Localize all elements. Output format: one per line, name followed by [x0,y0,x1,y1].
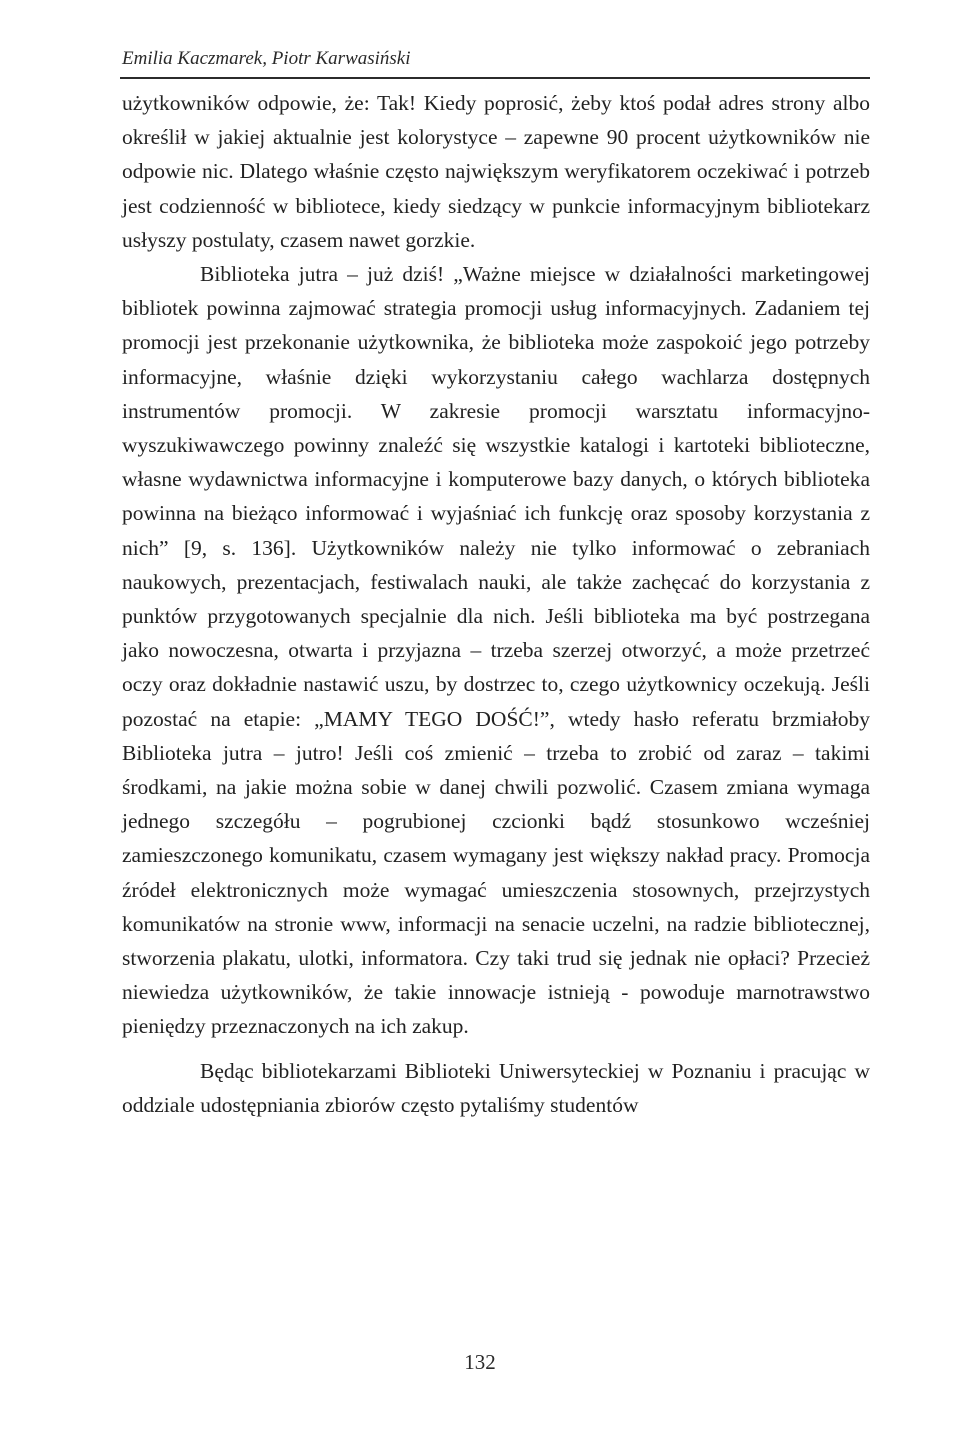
header-rule [120,77,870,79]
paragraph-continued: użytkowników odpowie, że: Tak! Kiedy poprosić, żeby ktoś podał adres strony albo określił w jakiej aktualnie jest kolorystyce – zapewne 90 procent użytkowników nie odpowie nic. Dlatego właśnie często największym weryfikatorem oczekiwać i potrzeb jest codzienność w bibliotece, kiedy siedzący w punkcie informacyjnym bibliotekarz usłyszy postulaty, czasem nawet gorzkie. [122,91,870,252]
paragraph-librarians: Będąc bibliotekarzami Biblioteki Uniwersyteckiej w Poznaniu i pracując w oddziale udostępniania zbiorów często pytaliśmy studentów [122,1058,870,1117]
page-number: 132 [464,1350,496,1374]
body-text [122,86,870,1122]
running-header-authors: Emilia Kaczmarek, Piotr Karwasiński [122,48,411,69]
paragraph-library-tomorrow: Biblioteka jutra – już dziś! „Ważne miejsce w działalności marketingowej bibliotek powinna zajmować strategia promocji usług informacyjnych. Zadaniem tej promocji jest przekonanie użytkownika, że biblioteka może zaspokoić jego potrzeby informacyjne, właśnie dzięki wykorzystaniu całego wachlarza dostępnych instrumentów promocji. W zakresie promocji warsztatu informacyjno-wyszukiwawczego powinny znaleźć się wszystkie katalogi i kartoteki biblioteczne, własne wydawnictwa informacyjne i komputerowe bazy danych, o których biblioteka powinna na bieżąco informować i wyjaśniać ich funkcję oraz sposoby korzystania z nich” [9, s. 136]. Użytkowników należy nie tylko informować o zebraniach naukowych, prezentacjach, festiwalach nauki, ale także zachęcać do korzystania z punktów przygotowanych specjalnie dla nich. Jeśli biblioteka ma być postrzegana jako nowoczesna, otwarta i przyjazna – trzeba szerzej otworzyć, a może przetrzeć oczy oraz dokładnie nastawić uszu, by dostrzec to, czego użytkownicy oczekują. Jeśli pozostać na etapie: „MAMY TEGO DOŚĆ!”, wtedy hasło referatu brzmiałoby Biblioteka jutra – jutro! Jeśli coś zmienić – trzeba to zrobić od zaraz – takimi środkami, na jakie można sobie w danej chwili pozwolić. Czasem zmiana wymaga jednego szczegółu – pogrubionej czcionki bądź stosunkowo wcześniej zamieszczonego komunikatu, czasem wymagany jest większy nakład pracy. Promocja źródeł elektronicznych może wymagać umieszczenia stosownych, przejrzystych komunikatów na stronie www, informacji na senacie uczelni, na radzie bibliotecznej, stworzenia plakatu, ulotki, informatora. Czy taki trud się jednak nie opłaci? Przecież niewiedza użytkowników, że takie innowacje istnieją - powoduje marnotrawstwo pieniędzy przeznaczonych na ich zakup. [122,262,870,1039]
